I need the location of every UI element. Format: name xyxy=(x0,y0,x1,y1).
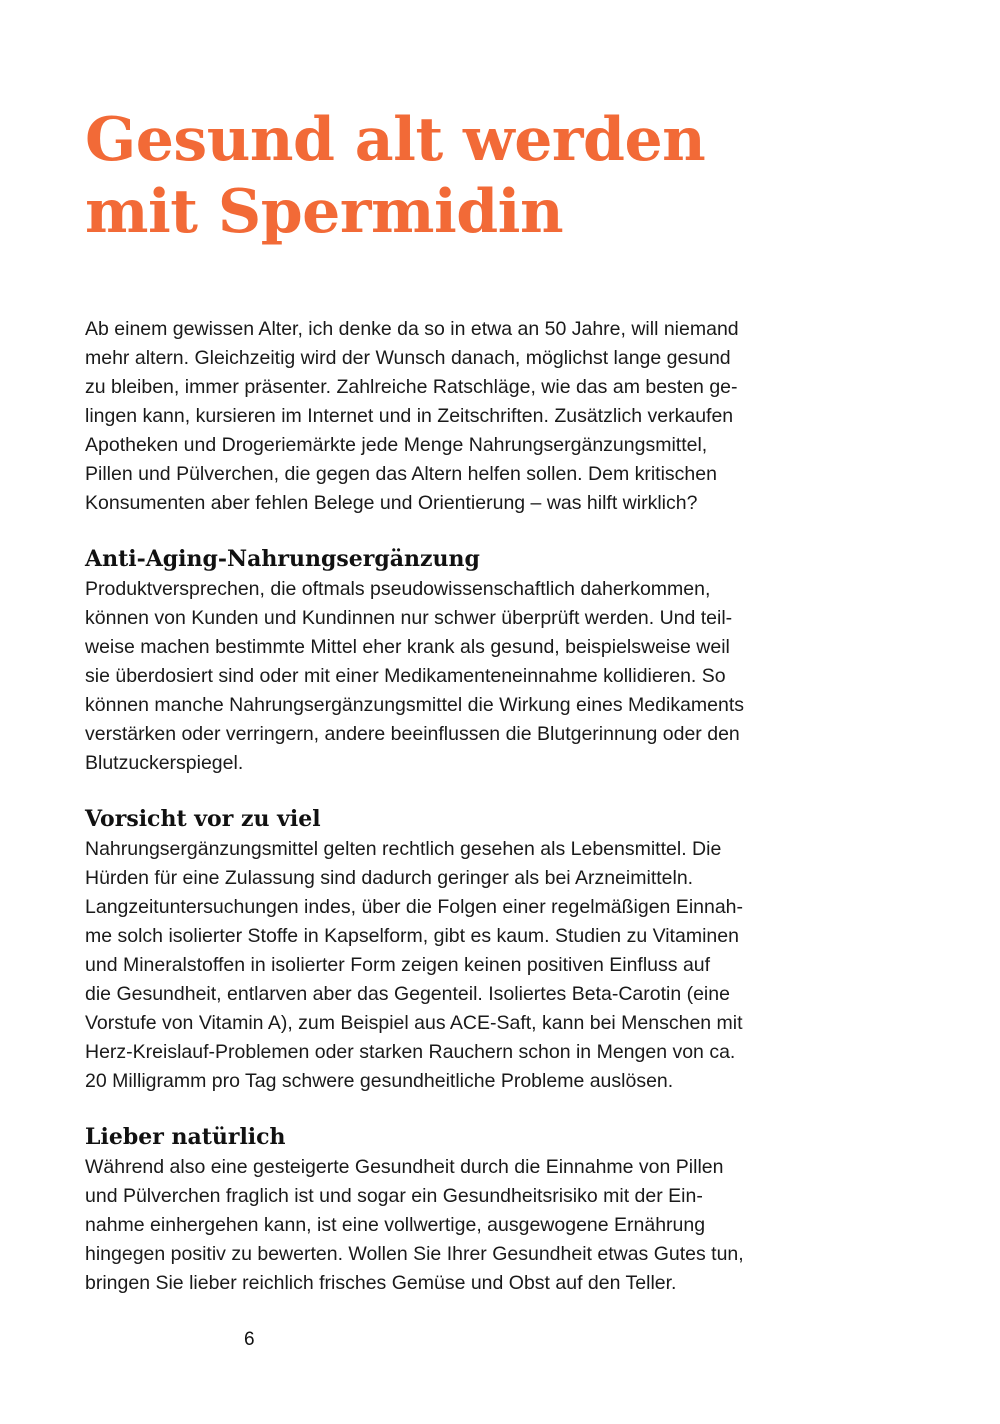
intro-text xyxy=(85,315,739,518)
text-line: Produktversprechen, die oftmals pseudowissenschaftlich daherkommen, xyxy=(85,578,711,600)
text-line: sie überdosiert sind oder mit einer Medikamenteneinnahme kollidieren. So xyxy=(85,665,726,687)
text-line: Ab einem gewissen Alter, ich denke da so in etwa an 50 Jahre, will niemand xyxy=(85,318,739,340)
text-line: Herz-Kreislauf-Problemen oder starken Rauchern schon in Mengen von ca. xyxy=(85,1041,736,1063)
text-line: nahme einhergehen kann, ist eine vollwertige, ausgewogene Ernährung xyxy=(85,1214,706,1236)
text-line: Konsumenten aber fehlen Belege und Orientierung – was hilft wirklich? xyxy=(85,492,698,514)
page-title-line: Gesund alt werden xyxy=(85,105,706,175)
text-line: können von Kunden und Kundinnen nur schwer überprüft werden. Und teil- xyxy=(85,607,733,629)
text-line: bringen Sie lieber reichlich frisches Gemüse und Obst auf den Teller. xyxy=(85,1272,677,1294)
text-line: Nahrungsergänzungsmittel gelten rechtlich gesehen als Lebensmittel. Die xyxy=(85,838,722,860)
page-number: 6 xyxy=(244,1329,255,1350)
section-text xyxy=(85,1153,744,1298)
section-vorsicht xyxy=(85,803,743,1096)
text-line: me solch isolierter Stoffe in Kapselform, gibt es kaum. Studien zu Vitaminen xyxy=(85,925,739,947)
text-line: können manche Nahrungsergänzungsmittel die Wirkung eines Medikaments xyxy=(85,694,745,716)
text-line: Langzeituntersuchungen indes, über die Folgen einer regelmäßigen Einnah- xyxy=(85,896,744,918)
text-line: 20 Milligramm pro Tag schwere gesundheitliche Probleme auslösen. xyxy=(85,1070,674,1092)
text-line: Hürden für eine Zulassung sind dadurch geringer als bei Arzneimitteln. xyxy=(85,867,694,889)
section-text xyxy=(85,835,743,1096)
text-line: Pillen und Pülverchen, die gegen das Altern helfen sollen. Dem kritischen xyxy=(85,463,717,485)
text-line: Während also eine gesteigerte Gesundheit durch die Einnahme von Pillen xyxy=(85,1156,724,1178)
section-anti-aging xyxy=(85,543,744,778)
text-line: Blutzuckerspiegel. xyxy=(85,752,244,774)
section-natuerlich xyxy=(85,1121,744,1298)
page-title-line: mit Spermidin xyxy=(85,177,564,247)
section-text xyxy=(85,575,744,778)
text-line: zu bleiben, immer präsenter. Zahlreiche Ratschläge, wie das am besten ge- xyxy=(85,376,738,398)
text-line: verstärken oder verringern, andere beeinflussen die Blutgerinnung oder den xyxy=(85,723,740,745)
text-line: hingegen positiv zu bewerten. Wollen Sie Ihrer Gesundheit etwas Gutes tun, xyxy=(85,1243,744,1265)
text-line: lingen kann, kursieren im Internet und in Zeitschriften. Zusätzlich verkaufen xyxy=(85,405,734,427)
text-line: die Gesundheit, entlarven aber das Gegenteil. Isoliertes Beta-Carotin (eine xyxy=(85,983,730,1005)
page-title xyxy=(85,104,945,248)
text-line: Apotheken und Drogeriemärkte jede Menge Nahrungsergänzungsmittel, xyxy=(85,434,708,456)
text-line: und Pülverchen fraglich ist und sogar ein Gesundheitsrisiko mit der Ein- xyxy=(85,1185,703,1207)
text-line: und Mineralstoffen in isolierter Form zeigen keinen positiven Einfluss auf xyxy=(85,954,711,976)
text-line: weise machen bestimmte Mittel eher krank als gesund, beispielsweise weil xyxy=(85,636,730,658)
section-heading: Anti-Aging-Nahrungsergänzung xyxy=(85,546,480,572)
text-line: mehr altern. Gleichzeitig wird der Wunsch danach, möglichst lange gesund xyxy=(85,347,731,369)
intro-paragraph xyxy=(85,315,739,518)
text-line: Vorstufe von Vitamin A), zum Beispiel aus ACE-Saft, kann bei Menschen mit xyxy=(85,1012,743,1034)
section-heading: Lieber natürlich xyxy=(85,1124,286,1150)
section-heading: Vorsicht vor zu viel xyxy=(85,806,321,832)
